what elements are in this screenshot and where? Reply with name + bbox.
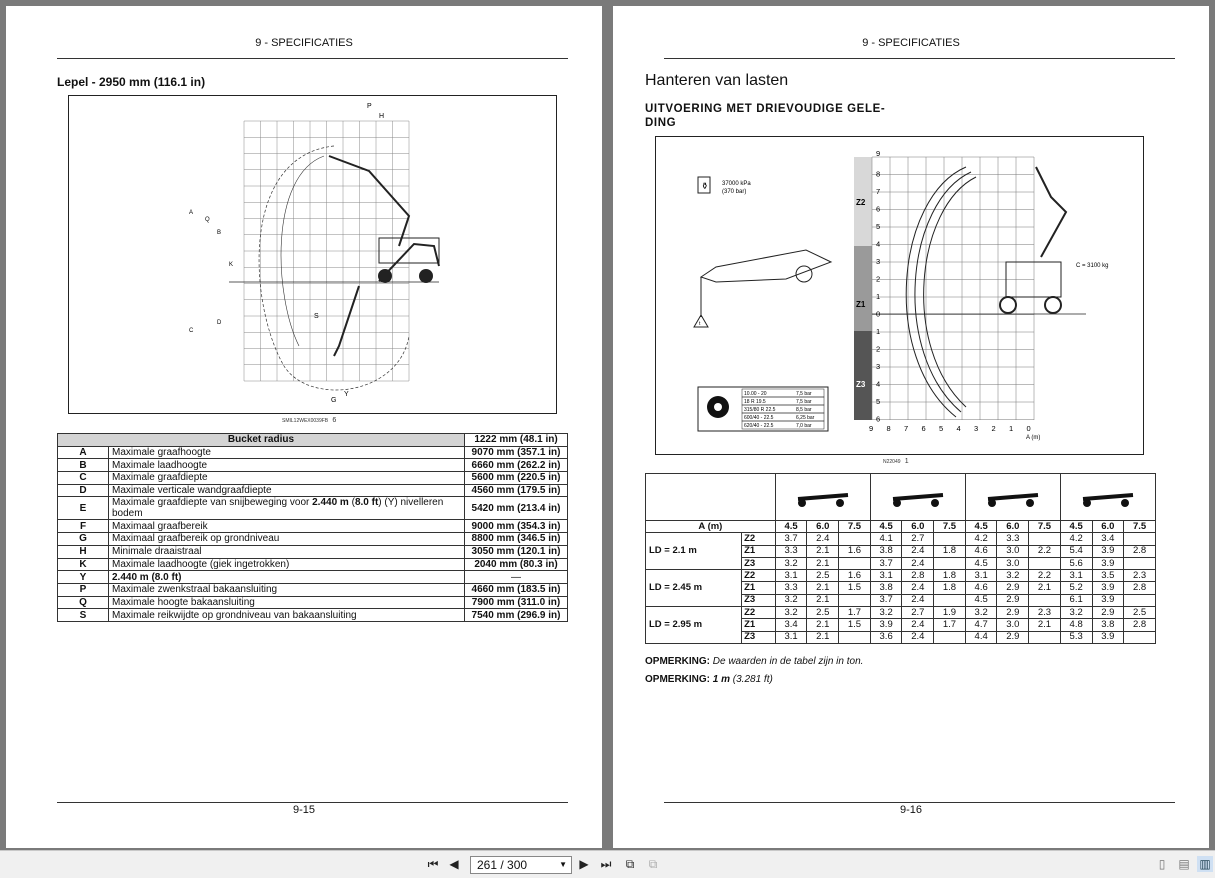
figure-ref: N22049 1	[883, 458, 909, 465]
tire-pressure: 7,5 bar	[796, 399, 812, 405]
spec-header-label: Bucket radius	[58, 434, 465, 447]
row-code: S	[58, 609, 109, 622]
y-tick-label: 0	[876, 309, 881, 319]
row-value: 2040 mm (80.3 in)	[465, 558, 568, 571]
row-value: 4660 mm (183.5 in)	[465, 583, 568, 596]
header-rule	[664, 58, 1175, 59]
first-page-icon[interactable]: ⏮	[427, 857, 439, 871]
table-row: LD = 2.45 m Z2 3.1 2.5 1.6 3.1 2.8 1.8 3.1 3.2 2.2 3.1 3.5 2.3	[646, 570, 1156, 582]
tire-size: 315/80 R 22.5	[744, 407, 776, 413]
y-tick-label: 4	[876, 239, 881, 249]
right-page	[613, 6, 1209, 848]
tire-size: 10.00 - 20	[744, 391, 767, 397]
dim-a: A	[189, 210, 194, 216]
load-chart-svg	[656, 137, 1143, 454]
copy-icon[interactable]: ⧉	[625, 857, 635, 871]
row-value: 3050 mm (120.1 in)	[465, 545, 568, 558]
y-tick-label: 6	[876, 204, 881, 214]
section-title: Hanteren van lasten	[645, 72, 789, 89]
row-description: Maximale zwenkstraal bakaansluiting	[109, 583, 465, 596]
single-page-view-icon[interactable]: ▯	[1158, 857, 1166, 871]
table-row: Z1 3.3 2.1 1.6 3.8 2.4 1.8 4.6 3.0 2.2 5.4 3.9 2.8	[646, 545, 1156, 557]
row-code: Q	[58, 596, 109, 609]
x-tick-label: 9	[869, 424, 874, 433]
x-tick-label: 7	[904, 424, 909, 433]
row-code: G	[58, 533, 109, 546]
bucket-title: Lepel - 2950 mm (116.1 in)	[57, 75, 206, 89]
page-header: 9 - SPECIFICATIES	[862, 37, 960, 49]
tire-size: 620/40 - 22.5	[744, 423, 774, 429]
dim-y: Y	[344, 391, 349, 398]
page-header: 9 - SPECIFICATIES	[255, 37, 353, 49]
zone-label: Z1	[856, 300, 866, 309]
row-value: 4560 mm (179.5 in)	[465, 484, 568, 497]
row-description: Maximale graafdiepte	[109, 472, 465, 485]
section-subtitle	[645, 102, 885, 130]
row-code: A	[58, 446, 109, 459]
continuous-view-icon[interactable]: ▤	[1178, 857, 1190, 871]
machine-config-icon	[775, 474, 870, 521]
tire-pressure: 7,5 bar	[796, 391, 812, 397]
header-rule	[57, 58, 568, 59]
machine-config-icon	[1060, 474, 1155, 521]
last-page-icon[interactable]: ⏭	[600, 857, 612, 871]
dim-q: Q	[205, 217, 210, 223]
pressure-icon: ⚱	[701, 181, 709, 191]
figure-ref: SMIL12WEX0039FB 6	[282, 417, 337, 424]
y-tick-label: 1	[876, 327, 881, 336]
page-selector[interactable]: 261 / 300 ▼	[470, 856, 572, 874]
y-tick-label: 5	[876, 222, 881, 231]
viewer-toolbar	[0, 850, 1215, 878]
row-value: 5600 mm (220.5 in)	[465, 472, 568, 485]
previous-page-icon[interactable]: ◀	[449, 857, 459, 871]
x-tick-label: 1	[1009, 424, 1014, 433]
table-row	[58, 583, 568, 596]
pressure-bar: (370 bar)	[722, 189, 747, 195]
x-tick-label: 3	[974, 424, 979, 433]
note-2: OPMERKING: 1 m (3.281 ft)	[645, 674, 773, 685]
x-tick-label: 8	[886, 424, 891, 433]
y-tick-label: 4	[876, 379, 881, 389]
table-row: Z3 3.1 2.1 3.6 2.4 4.4 2.9 5.3 3.9	[646, 631, 1156, 643]
pressure-kpa: 37000 kPa	[722, 181, 751, 187]
x-tick-label: 4	[956, 424, 961, 433]
two-page-view-icon[interactable]: ▥	[1197, 856, 1213, 872]
row-value: 5420 mm (213.4 in)	[465, 497, 568, 520]
subtitle-line-1: UITVOERING MET DRIEVOUDIGE GELE-	[645, 103, 886, 115]
dim-g: G	[331, 397, 337, 404]
y-tick-label: 8	[876, 169, 881, 179]
table-row	[58, 446, 568, 459]
row-description: Maximale reikwijdte op grondniveau van bakaansluiting	[109, 609, 465, 622]
paste-icon[interactable]: ⧉	[648, 857, 658, 871]
zone-label: Z2	[856, 198, 866, 207]
table-row: LD = 2.95 m Z2 3.2 2.5 1.7 3.2 2.7 1.9 3.2 2.9 2.3 3.2 2.9 2.5	[646, 607, 1156, 619]
a-header-row: A (m) 4.5 6.0 7.5 4.5 6.0 7.5 4.5 6.0 7.5 4.5 6.0 7.5	[646, 521, 1156, 533]
row-description: Maximale laadhoogte	[109, 459, 465, 472]
capacity-label: C = 3100 kg	[1076, 263, 1109, 269]
tire-pressure: 8,5 bar	[796, 407, 812, 413]
dim-c: C	[189, 328, 194, 334]
table-row	[58, 545, 568, 558]
table-row: Z3 3.2 2.1 3.7 2.4 4.5 2.9 6.1 3.9	[646, 594, 1156, 606]
table-row	[58, 596, 568, 609]
footer-rule	[664, 802, 1175, 803]
table-row	[58, 571, 568, 584]
row-code: E	[58, 497, 109, 520]
row-description: Maximale graafdiepte van snijbeweging voor 2.440 m (8.0 ft) (Y) nivelleren bodem	[109, 497, 465, 520]
table-row: Z1 3.3 2.1 1.5 3.8 2.4 1.8 4.6 2.9 2.1 5.2 3.9 2.8	[646, 582, 1156, 594]
subtitle-line-2: DING	[645, 117, 677, 129]
table-row: Z3 3.2 2.1 3.7 2.4 4.5 3.0 5.6 3.9	[646, 557, 1156, 569]
row-code: K	[58, 558, 109, 571]
load-chart-diagram	[655, 136, 1144, 455]
y-tick-label: 5	[876, 397, 881, 406]
row-description: Maximale hoogte bakaansluiting	[109, 596, 465, 609]
y-tick-label: 1	[876, 292, 881, 301]
tire-size: 18 R 19.5	[744, 399, 766, 405]
table-row	[58, 472, 568, 485]
row-value: —	[465, 571, 568, 584]
zone-label: Z3	[856, 380, 866, 389]
machine-config-icon	[870, 474, 965, 521]
y-tick-label: 7	[876, 187, 881, 196]
table-row	[58, 558, 568, 571]
row-code: B	[58, 459, 109, 472]
row-value: 9070 mm (357.1 in)	[465, 446, 568, 459]
row-value: 7900 mm (311.0 in)	[465, 596, 568, 609]
row-description: 2.440 m (8.0 ft)	[109, 571, 465, 584]
y-tick-label: 9	[876, 149, 881, 158]
machine-config-icon	[965, 474, 1060, 521]
row-description: Minimale draaistraal	[109, 545, 465, 558]
row-value: 6660 mm (262.2 in)	[465, 459, 568, 472]
config-icons-row	[646, 474, 1156, 521]
row-value: 7540 mm (296.9 in)	[465, 609, 568, 622]
load-capacity-table	[645, 473, 1156, 644]
row-code: D	[58, 484, 109, 497]
x-tick-label: 0	[1026, 424, 1031, 433]
row-value: 8800 mm (346.5 in)	[465, 533, 568, 546]
x-tick-label: 2	[991, 424, 996, 433]
y-tick-label: 6	[876, 414, 881, 424]
table-row	[58, 459, 568, 472]
row-code: F	[58, 520, 109, 533]
y-tick-label: 3	[876, 362, 881, 371]
row-description: Maximale graafhoogte	[109, 446, 465, 459]
axis-label: A (m)	[1026, 435, 1041, 441]
y-tick-label: 2	[876, 344, 881, 354]
table-row	[58, 533, 568, 546]
excavator-range-diagram	[68, 95, 557, 414]
y-tick-label: 2	[876, 274, 881, 284]
y-tick-label: 3	[876, 257, 881, 266]
tire-size: 600/40 - 22.5	[744, 415, 774, 421]
row-description: Maximale laadhoogte (giek ingetrokken)	[109, 558, 465, 571]
row-code: C	[58, 472, 109, 485]
dim-k: K	[229, 262, 234, 268]
table-row	[58, 484, 568, 497]
dropdown-arrow-icon: ▼	[559, 860, 567, 869]
row-code: P	[58, 583, 109, 596]
range-diagram-svg	[69, 96, 556, 413]
row-value: 9000 mm (354.3 in)	[465, 520, 568, 533]
row-description: Maximale verticale wandgraafdiepte	[109, 484, 465, 497]
table-row	[58, 609, 568, 622]
next-page-icon[interactable]: ▶	[579, 857, 589, 871]
note-1: OPMERKING: De waarden in de tabel zijn in ton.	[645, 656, 864, 667]
table-row: LD = 2.1 m Z2 3.7 2.4 4.1 2.7 4.2 3.3 4.2 3.4	[646, 533, 1156, 545]
dim-p: P	[367, 103, 372, 110]
tire-pressure: 7,0 bar	[796, 423, 812, 429]
dim-d: D	[217, 320, 222, 326]
bucket-spec-table	[57, 433, 568, 622]
table-row	[58, 497, 568, 520]
x-tick-label: 5	[939, 424, 944, 433]
dim-b: B	[217, 230, 222, 236]
tire-pressure: 6,25 bar	[796, 415, 815, 421]
dim-s: S	[314, 313, 319, 320]
load-symbol: t	[699, 321, 701, 327]
left-page	[6, 6, 602, 848]
table-row	[58, 520, 568, 533]
spec-header-value: 1222 mm (48.1 in)	[465, 434, 568, 447]
table-row: Z1 3.4 2.1 1.5 3.9 2.4 1.7 4.7 3.0 2.1 4.8 3.8 2.8	[646, 619, 1156, 631]
page-number: 9-15	[292, 804, 316, 816]
row-code: Y	[58, 571, 109, 584]
row-description: Maximaal graafbereik op grondniveau	[109, 533, 465, 546]
x-tick-label: 6	[921, 424, 926, 433]
page-number: 9-16	[899, 804, 923, 816]
footer-rule	[57, 802, 568, 803]
row-code: H	[58, 545, 109, 558]
dim-h: H	[379, 113, 385, 120]
row-description: Maximaal graafbereik	[109, 520, 465, 533]
